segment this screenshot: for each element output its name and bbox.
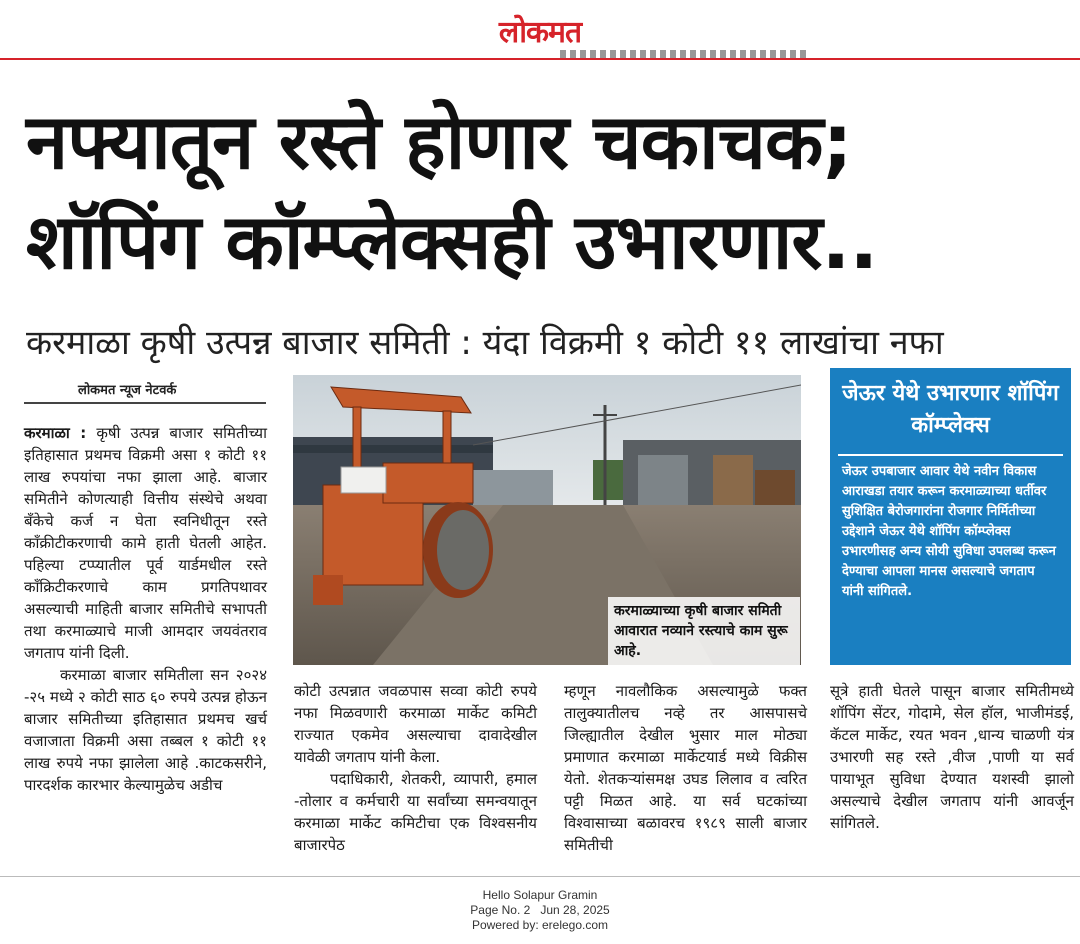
byline-rule: [24, 402, 266, 404]
article-column-1: [24, 422, 267, 796]
footer-powered[interactable]: Powered by: erelego.com: [471, 918, 609, 932]
dateline: करमाळा :: [24, 424, 87, 442]
paragraph: म्हणून नावलौकिक असल्यामुळे फक्त तालुक्यातीलच नव्हे तर आसपासचे जिल्ह्यातील देखील भुसार माल मोठ्या प्रमाणात करमाळा मार्केटयार्ड मध्ये विक्रीस येतो. शेतकऱ्यांसमक्ष उघड लिलाव व त्वरित पट्टी मिळत आहे. या सर्व घटकांच्या विश्वासाच्या बळावरच १९८९ साली बाजार समितीची: [564, 682, 807, 854]
sidebar-box-title: जेऊर येथे उभारणार शॉपिंग कॉम्प्लेक्स: [842, 381, 1059, 438]
masthead-rule: [0, 58, 1080, 60]
paragraph-text: कृषी उत्पन्न बाजार समितीच्या इतिहासात प्रथमच विक्रमी असा १ कोटी ११ लाख रुपयांचा नफा झाला आहे. बाजार समितीने कोणत्याही वित्तीय संस्थेचे अथवा बँकेचे कर्ज न घेता स्वनिधीतून रस्ते काँक्रीटीकरणाची कामे हाती घेतली आहेत. पहिल्या टप्प्यातील पूर्व यार्डमधील रस्ते काँक्रिटीकरणाचे काम प्रगतिपथावर असल्याची माहिती बाजार समितीचे सभापती तथा करमाळ्याचे माजी आमदार जयवंतराव जगताप यांनी दिली.: [24, 424, 267, 662]
article-column-4: [830, 680, 1074, 834]
byline: लोकमत न्यूज नेटवर्क: [78, 383, 177, 398]
footer-edition: Hello Solapur Gramin: [482, 888, 598, 902]
paragraph: सूत्रे हाती घेतले पासून बाजार समितीमध्ये शॉपिंग सेंटर, गोदामे, सेल हॉल, भाजीमंडई, कॅटल मार्केट, रयत भवन ,धान्य चाळणी यंत्र उभारणी सह रस्ते ,वीज ,पाणी या सर्व पायाभूत सुविधा देण्यात यशस्वी झालो असल्याचे देखील जगताप यांनी आवर्जून सांगितले.: [830, 682, 1074, 832]
footer-page: Page No. 2: [470, 903, 531, 917]
paragraph: [24, 422, 267, 664]
lokmat-logo: लोकमत: [498, 15, 582, 50]
clipped-text-strip: [560, 50, 810, 58]
photo-caption: करमाळ्याच्या कृषी बाजार समिती आवारात नव्याने रस्त्याचे काम सुरू आहे.: [608, 597, 800, 665]
article-column-3: [564, 680, 807, 856]
paragraph: पदाधिकारी, शेतकरी, व्यापारी, हमाल -तोलार व कर्मचारी या सर्वांच्या समन्वयातून करमाळा मार्केट कमिटीचा एक विश्वसनीय बाजारपेठ: [294, 770, 537, 854]
article-column-2: [294, 680, 537, 856]
footer-date: Jun 28, 2025: [540, 903, 610, 917]
footer-page-line: [0, 903, 1080, 918]
sidebar-box-body: जेऊर उपबाजार आवार येथे नवीन विकास आराखडा तयार करून करमाळ्याच्या धर्तीवर सुशिक्षित बेरोजगारांना रोजगार निर्मितीच्या उद्देशाने जेऊर येथे शॉपिंग कॉम्प्लेक्स उभारणीसह अन्य सोयी सुविधा उपलब्ध करून देण्याचा आपला मानस असल्याचे जगताप यांनी सांगितले.: [842, 464, 1056, 599]
paragraph: करमाळा बाजार समितीला सन २०२४ -२५ मध्ये २ कोटी साठ ६० रुपये उत्पन्न होऊन बाजार समितीच्या इतिहासात प्रथमच खर्च वजाजाता विक्रमी असा तब्बल १ कोटी ११ लाख रुपये नफा झालेला आहे .काटकसरीने, पारदर्शक कारभार केल्यामुळेच अडीच: [24, 666, 267, 794]
sidebar-box: [830, 368, 1071, 665]
paragraph: कोटी उत्पन्नात जवळपास सव्वा कोटी रुपये नफा मिळवणारी करमाळा मार्केट कमिटी राज्यात एकमेव असल्याचा दावादेखील यावेळी जगताप यांनी केला.: [294, 682, 537, 766]
headline-line-1: नफ्यातून रस्ते होणार चकाचक;: [26, 97, 852, 186]
headline-line-2: शॉपिंग कॉम्प्लेक्सही उभारणार..: [26, 197, 878, 286]
subheadline: करमाळा कृषी उत्पन्न बाजार समिती : यंदा विक्रमी १ कोटी ११ लाखांचा नफा: [26, 323, 944, 363]
sidebar-box-rule: [838, 454, 1063, 456]
footer: [0, 888, 1080, 933]
footer-rule: [0, 876, 1080, 877]
